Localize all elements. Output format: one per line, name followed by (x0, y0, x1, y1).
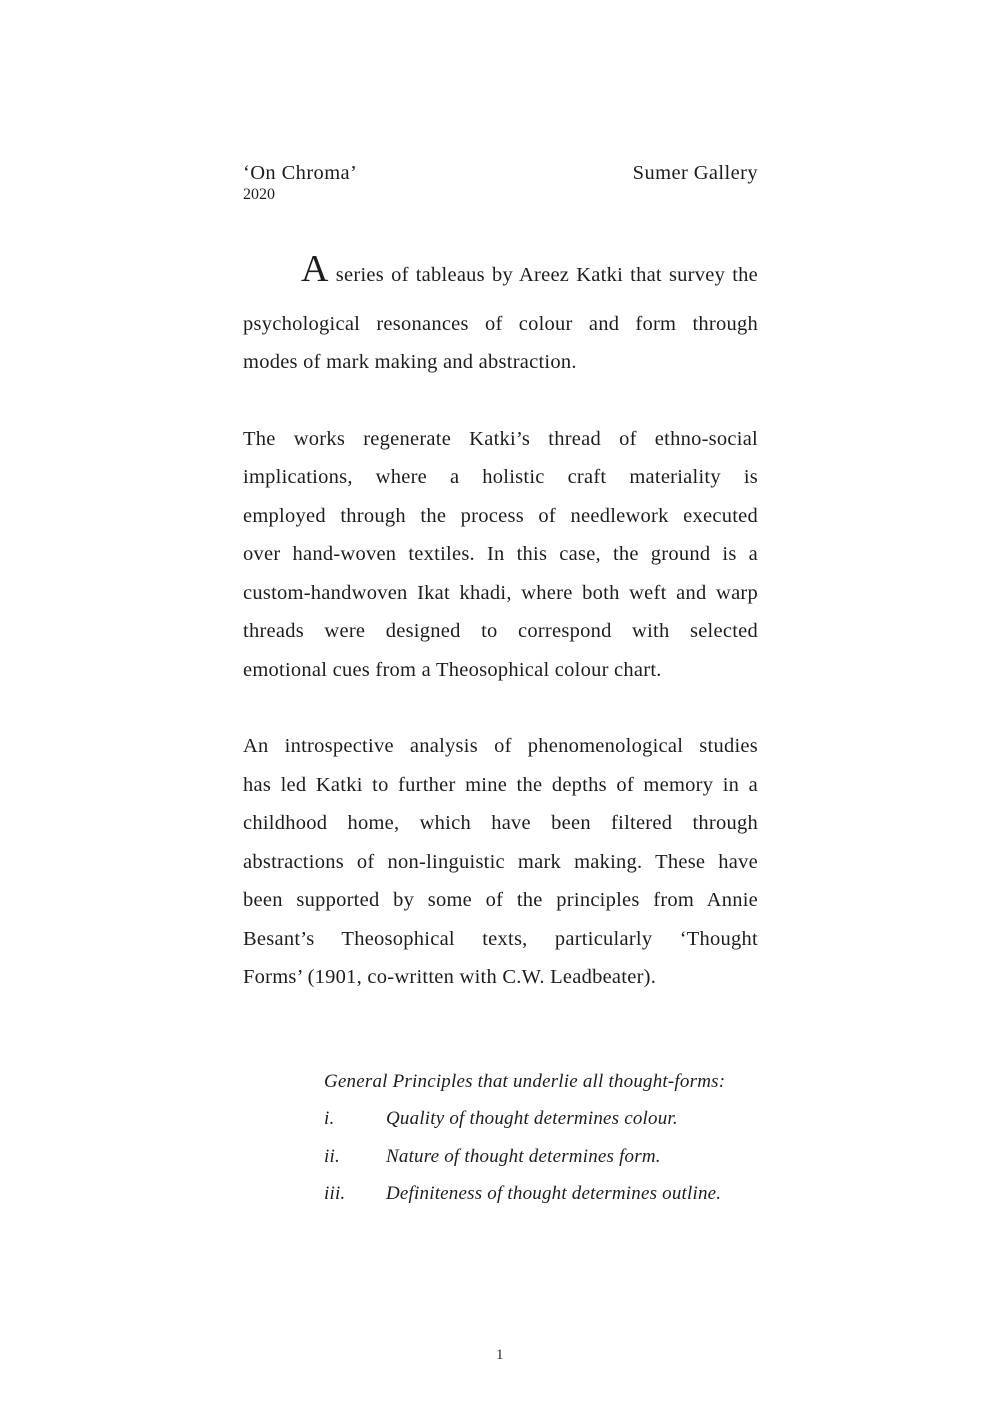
paragraph-line: Besant’s Theosophical texts, particularly ‘Thought (243, 927, 758, 950)
paragraph-analysis (243, 727, 758, 997)
paragraph-intro (243, 248, 758, 382)
principle-numeral: ii. (324, 1145, 340, 1167)
paragraph-line: An introspective analysis of phenomenological studies (243, 735, 758, 757)
paragraph-line (243, 248, 758, 295)
principle-text: Nature of thought determines form. (386, 1145, 661, 1167)
paragraph-line: abstractions of non-linguistic mark making. These have (243, 850, 758, 873)
paragraph-line: custom-handwoven Ikat khadi, where both weft and warp (243, 581, 758, 604)
paragraph-line: has led Katki to further mine the depths of memory in a (243, 773, 758, 796)
paragraph-line: implications, where a holistic craft materiality is (243, 466, 758, 488)
paragraph-works (243, 420, 758, 690)
paragraph-line-text: series of tableaus by Areez Katki that survey the (335, 264, 758, 286)
principle-numeral: i. (324, 1108, 335, 1129)
paragraph-line: emotional cues from a Theosophical colour chart. (243, 658, 662, 681)
paragraph-line: employed through the process of needlework executed (243, 504, 758, 527)
paragraph-line: Forms’ (1901, co-written with C.W. Leadbeater). (243, 966, 657, 988)
document-title: ‘On Chroma’ (243, 162, 358, 184)
paragraph-line: been supported by some of the principles from Annie (243, 889, 758, 911)
paragraph-line: psychological resonances of colour and form through (243, 312, 758, 335)
principle-item (324, 1175, 758, 1213)
gallery-name: Sumer Gallery (632, 162, 758, 184)
principle-text: Quality of thought determines colour. (386, 1108, 678, 1129)
paragraph-line: childhood home, which have been filtered through (243, 812, 758, 834)
paragraph-line: modes of mark making and abstraction. (243, 351, 577, 373)
page-number: 1 (496, 1347, 504, 1363)
doc-header (243, 160, 758, 204)
body-copy (243, 248, 758, 997)
paragraph-line: over hand-woven textiles. In this case, the ground is a (243, 543, 758, 565)
principle-text: Definiteness of thought determines outline. (386, 1183, 722, 1204)
principle-item (324, 1138, 758, 1176)
paragraph-line: The works regenerate Katki’s thread of ethno-social (243, 427, 758, 450)
exhibition-year: 2020 (243, 186, 275, 203)
principles-block (324, 1063, 758, 1213)
principle-numeral: iii. (324, 1183, 346, 1204)
paragraph-line: threads were designed to correspond with selected (243, 620, 758, 642)
principle-item (324, 1100, 758, 1138)
initial-capital: A (301, 248, 329, 290)
principles-heading: General Principles that underlie all thought-forms: (324, 1070, 726, 1092)
